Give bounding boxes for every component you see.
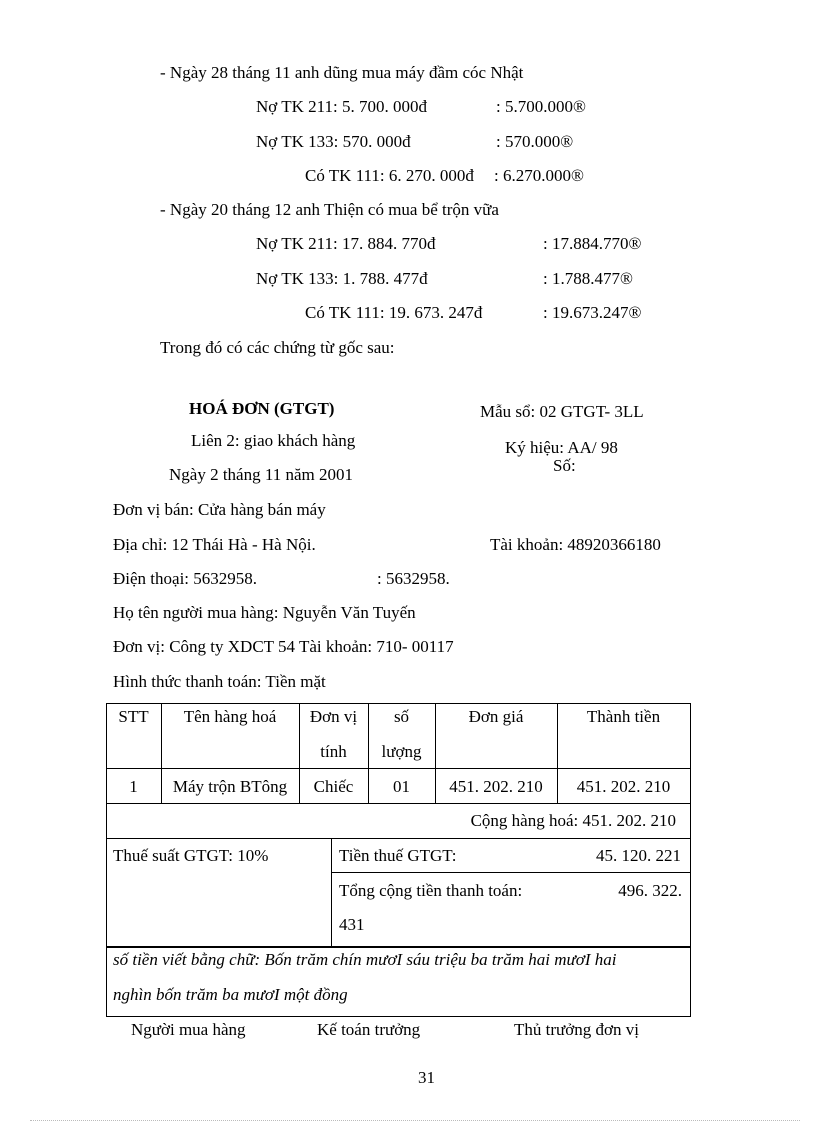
invoice-symbol: Ký hiệu: AA/ 98 <box>505 438 618 457</box>
entry-2-intro: - Ngày 20 tháng 12 anh Thiện có mua bể trộn vữa <box>160 200 499 219</box>
entry-2-line-3-value: : 19.673.247® <box>543 303 642 322</box>
invoice-title: HOÁ ĐƠN (GTGT) <box>189 399 335 418</box>
seller-phone: Điện thoại: 5632958. <box>113 569 258 588</box>
vat-rate: Thuế suất GTGT: 10% <box>113 846 269 865</box>
col-header-unit-2: tính <box>320 742 347 761</box>
page-number: 31 <box>418 1068 435 1087</box>
vat-label: Tiền thuế GTGT: <box>339 846 457 865</box>
cell-price: 451. 202. 210 <box>449 777 543 796</box>
cell-name: Máy trộn BTông <box>172 777 288 796</box>
entry-1-intro: - Ngày 28 tháng 11 anh dũng mua máy đầm cóc Nhật <box>160 63 524 82</box>
entry-2-line-3-label: Có TK 111: 19. 673. 247đ <box>305 303 483 322</box>
signature-director: Thủ trưởng đơn vị <box>514 1020 639 1039</box>
vat-value: 45. 120. 221 <box>596 846 681 865</box>
amount-in-words-cont: nghìn bốn trăm ba mươI một đồng <box>113 985 348 1004</box>
invoice-form-no: Mẫu sổ: 02 GTGT- 3LL <box>480 402 644 421</box>
total-value-cont: 431 <box>339 915 365 934</box>
cell-qty: 01 <box>393 777 410 796</box>
payment-method: Hình thức thanh toán: Tiền mặt <box>113 672 326 691</box>
buyer-name: Họ tên người mua hàng: Nguyễn Văn Tuyến <box>113 603 416 622</box>
entry-2-line-2-value: : 1.788.477® <box>543 269 633 288</box>
total-value: 496. 322. <box>618 881 682 900</box>
col-header-unit: Đơn vị <box>309 707 358 726</box>
seller-account: Tài khoản: 48920366180 <box>490 535 661 554</box>
entry-1-line-2-value: : 570.000® <box>496 132 574 151</box>
entry-1-line-1-label: Nợ TK 211: 5. 700. 000đ <box>256 97 427 116</box>
vouchers-intro: Trong đó có các chứng từ gốc sau: <box>160 338 395 357</box>
col-header-qty-2: lượng <box>381 742 422 761</box>
entry-1-line-1-value: : 5.700.000® <box>496 97 586 116</box>
signature-buyer: Người mua hàng <box>131 1020 246 1039</box>
entry-1-line-3-value: : 6.270.000® <box>494 166 584 185</box>
entry-2-line-2-label: Nợ TK 133: 1. 788. 477đ <box>256 269 428 288</box>
cell-unit: Chiếc <box>313 777 354 796</box>
buyer-unit: Đơn vị: Công ty XDCT 54 Tài khoản: 710- 00117 <box>113 637 454 656</box>
amount-in-words: số tiền viết bằng chữ: Bốn trăm chín mươI sáu triệu ba trăm hai mươI hai <box>113 950 617 969</box>
invoice-date: Ngày 2 tháng 11 năm 2001 <box>169 465 353 484</box>
entry-2-line-1-label: Nợ TK 211: 17. 884. 770đ <box>256 234 436 253</box>
total-label: Tổng cộng tiền thanh toán: <box>339 881 523 900</box>
entry-2-line-1-value: : 17.884.770® <box>543 234 642 253</box>
col-header-stt: STT <box>118 707 149 726</box>
entry-1-line-2-label: Nợ TK 133: 570. 000đ <box>256 132 411 151</box>
seller-phone-2: : 5632958. <box>377 569 450 588</box>
page-bottom-divider <box>30 1120 800 1121</box>
col-header-price: Đơn giá <box>468 707 524 726</box>
invoice-copy: Liên 2: giao khách hàng <box>191 431 356 450</box>
cell-amount: 451. 202. 210 <box>576 777 671 796</box>
invoice-number: Số: <box>553 456 576 475</box>
goods-total: Cộng hàng hoá: 451. 202. 210 <box>470 811 676 830</box>
entry-1-line-3-label: Có TK 111: 6. 270. 000đ <box>305 166 474 185</box>
cell-stt: 1 <box>129 777 138 796</box>
col-header-qty: số <box>393 707 410 726</box>
seller-address: Địa chỉ: 12 Thái Hà - Hà Nội. <box>113 535 316 554</box>
signature-chief-accountant: Kế toán trưởng <box>317 1020 421 1039</box>
col-header-name: Tên hàng hoá <box>183 707 277 726</box>
col-header-amount: Thành tiền <box>586 707 661 726</box>
seller: Đơn vị bán: Cửa hàng bán máy <box>113 500 326 519</box>
